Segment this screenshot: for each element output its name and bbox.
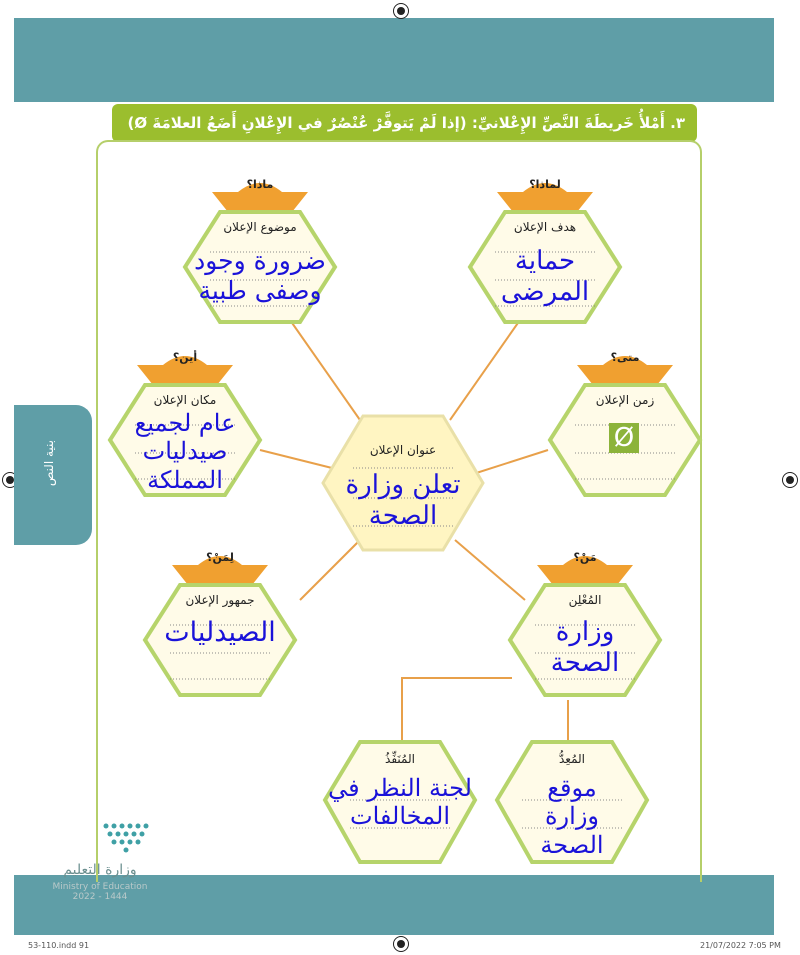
print-slug-left: 53-110.indd 91: [28, 941, 90, 950]
logo-text: وزارة التعليم: [63, 862, 137, 878]
node-for-whom: [140, 545, 300, 700]
node-where: [105, 345, 265, 500]
node-tab-label: مَنْ؟: [573, 551, 597, 564]
node-answer: عام لجميع صيدليات المملكة: [134, 409, 236, 494]
node-who: [505, 545, 665, 700]
node-what: [180, 172, 340, 327]
node-preparer: [492, 730, 652, 870]
node-when: [545, 345, 705, 500]
node-implementer: [320, 730, 480, 870]
node-tab-label: لماذا؟: [529, 178, 561, 191]
node-answer: وزارة الصحة: [550, 617, 620, 678]
node-label: زمن الإعلان: [595, 393, 655, 407]
node-answer: الصيدليات: [164, 617, 276, 648]
logo-dots-icon: [40, 820, 160, 860]
node-label: المُنَفِّذُ: [385, 752, 415, 766]
empty-mark: Ø: [609, 423, 639, 453]
ministry-logo: [40, 820, 160, 905]
logo-subtext: Ministry of Education 2022 - 1444: [52, 882, 148, 902]
node-answer: حماية المرضى: [500, 246, 590, 307]
node-center: [318, 408, 488, 558]
node-answer: لجنة النظر في المخالفات: [328, 774, 472, 831]
side-tab-label: بنية النص: [42, 440, 56, 487]
node-answer: تعلن وزارة الصحة: [345, 470, 461, 531]
node-label: جمهور الإعلان: [185, 593, 255, 607]
node-label: المُعْلِن: [568, 593, 602, 607]
node-label: هدف الإعلان: [513, 220, 577, 234]
node-label: موضوع الإعلان: [223, 220, 297, 234]
print-slug-right: 21/07/2022 7:05 PM: [700, 941, 781, 950]
node-tab-label: أين؟: [172, 351, 198, 364]
node-label: المُعِدُّ: [558, 752, 585, 766]
node-why: [465, 172, 625, 327]
node-label: عنوان الإعلان: [369, 443, 437, 457]
node-tab-label: ماذا؟: [246, 178, 274, 191]
node-tab-label: متى؟: [610, 351, 640, 364]
node-answer: ضرورة وجود وصفى طبية: [194, 246, 326, 305]
node-answer: موقع وزارة الصحة: [540, 774, 604, 859]
node-label: مكان الإعلان: [153, 393, 217, 407]
instruction-banner: ٣. أَمْلأُ خَريطَةَ النَّصِّ الإِعْلانيِّ: (إذا لَمْ يَتوفَّرْ عُنْصُرٌ في الإِعْلانِ أَضَعُ العلامَةَ Ø): [112, 104, 697, 142]
node-tab-label: لِمَنْ؟: [206, 551, 234, 564]
